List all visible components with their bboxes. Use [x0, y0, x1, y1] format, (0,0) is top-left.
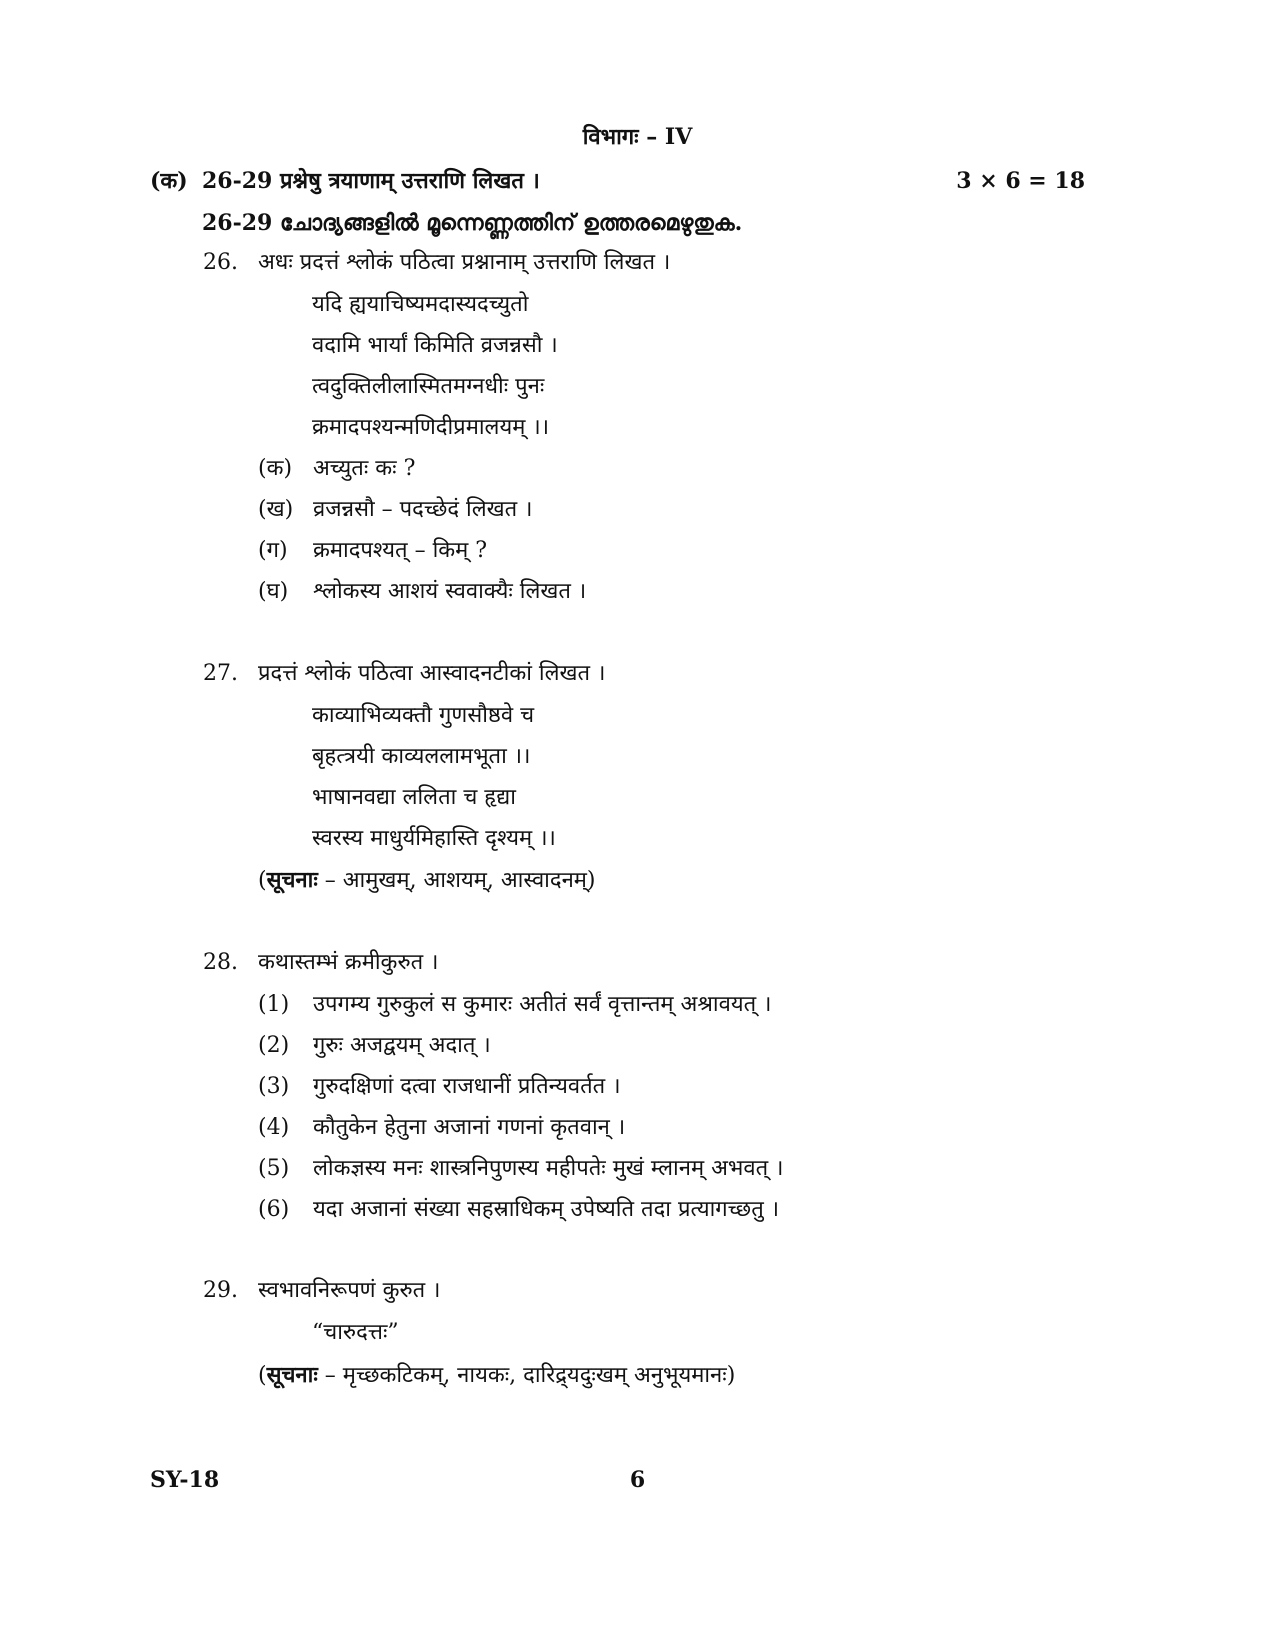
q28-sub-text: लोकज्ञस्य मनः शास्त्रनिपुणस्य महीपतेः मुखं म्लानम् अभवत् । [313, 1156, 784, 1181]
q28-sub-text: कौतुकेन हेतुना अजानां गणनां कृतवान् । [313, 1115, 626, 1140]
q27-verse-line: बृहत्त्रयी काव्यललामभूता ।। [312, 744, 531, 769]
q26-sub-text: व्रजन्नसौ – पदच्छेदं लिखत । [313, 497, 533, 522]
page-number: 6 [629, 1467, 646, 1493]
q29-hint-text: – मृच्छकटिकम्, नायकः, दारिद्र्यदुःखम् अनुभूयमानः) [317, 1363, 736, 1388]
q28-sub-text: गुरुः अजद्वयम् अदात् । [313, 1033, 491, 1058]
q26-sub-label: (ग) [258, 538, 288, 563]
q28-sub-text: उपगम्य गुरुकुलं स कुमारः अतीतं सर्वं वृत्तान्तम् अश्रावयत् । [313, 992, 772, 1017]
section-title: विभागः – IV [582, 124, 693, 150]
part-instruction-sanskrit: 26-29 प्रश्नेषु त्रयाणाम् उत्तराणि लिखत । [202, 168, 540, 194]
q27-number: 27. [203, 661, 238, 686]
q26-sub-label: (ख) [258, 497, 294, 522]
q27-hint-open: ( [258, 868, 267, 893]
q27-verse-line: भाषानवद्या ललिता च हृद्या [312, 785, 516, 810]
q28-sub-label: (1) [258, 992, 290, 1017]
q29-number: 29. [203, 1278, 238, 1303]
q29-hint [258, 1360, 735, 1391]
q28-sub-label: (3) [258, 1074, 290, 1099]
q26-sub-label: (क) [258, 456, 293, 481]
q27-verse-line: काव्याभिव्यक्तौ गुणसौष्ठवे च [312, 703, 535, 728]
q29-subject: “चारुदत्तः” [312, 1320, 399, 1345]
q26-sub-text: श्लोकस्य आशयं स्ववाक्यैः लिखत । [313, 579, 587, 604]
q28-sub-label: (5) [258, 1156, 290, 1181]
q29-hint-open: ( [258, 1363, 267, 1388]
q26-verse-line: त्वदुक्तिलीलास्मितमग्नधीः पुनः [312, 374, 545, 399]
q27-hint [258, 865, 596, 896]
q26-verse-line: यदि ह्ययाचिष्यमदास्यदच्युतो [312, 292, 529, 317]
q27-verse-line: स्वरस्य माधुर्यमिहास्ति दृश्यम् ।। [312, 826, 556, 851]
q28-text: कथास्तम्भं क्रमीकुरुत । [258, 950, 439, 975]
q29-hint-label: सूचनाः [266, 1362, 318, 1388]
q26-verse-line: वदामि भार्यां किमिति व्रजन्नसौ । [312, 333, 558, 358]
q26-sub-text: क्रमादपश्यत् – किम् ? [313, 538, 488, 563]
q28-sub-text: गुरुदक्षिणां दत्वा राजधानीं प्रतिन्यवर्तत । [313, 1074, 621, 1099]
q26-sub-label: (घ) [258, 579, 289, 604]
q26-sub-text: अच्युतः कः ? [313, 456, 416, 481]
q29-text: स्वभावनिरूपणं कुरुत । [258, 1278, 441, 1303]
paper-code: SY-18 [150, 1467, 220, 1493]
q28-sub-label: (2) [258, 1033, 290, 1058]
q26-verse-line: क्रमादपश्यन्मणिदीप्रमालयम् ।। [312, 415, 550, 440]
part-label: (क) [150, 168, 188, 194]
q28-sub-label: (4) [258, 1115, 290, 1140]
q28-sub-label: (6) [258, 1197, 290, 1222]
part-marks: 3 × 6 = 18 [956, 168, 1085, 194]
q26-text: अधः प्रदत्तं श्लोकं पठित्वा प्रश्नानाम् उत्तराणि लिखत । [258, 250, 671, 275]
q28-sub-text: यदा अजानां संख्या सहस्राधिकम् उपेष्यति तदा प्रत्यागच्छतु । [313, 1197, 780, 1222]
part-instruction-malayalam: 26-29 ചോദ്യങ്ങളിൽ മൂന്നെണ്ണത്തിന് ഉത്തരമെഴുതുക. [202, 210, 743, 236]
q28-number: 28. [203, 950, 238, 975]
q27-text: प्रदत्तं श्लोकं पठित्वा आस्वादनटीकां लिखत । [258, 661, 606, 686]
q26-number: 26. [203, 250, 238, 275]
q27-hint-label: सूचनाः [266, 867, 318, 893]
q27-hint-text: – आमुखम्, आशयम्, आस्वादनम्) [317, 868, 596, 893]
